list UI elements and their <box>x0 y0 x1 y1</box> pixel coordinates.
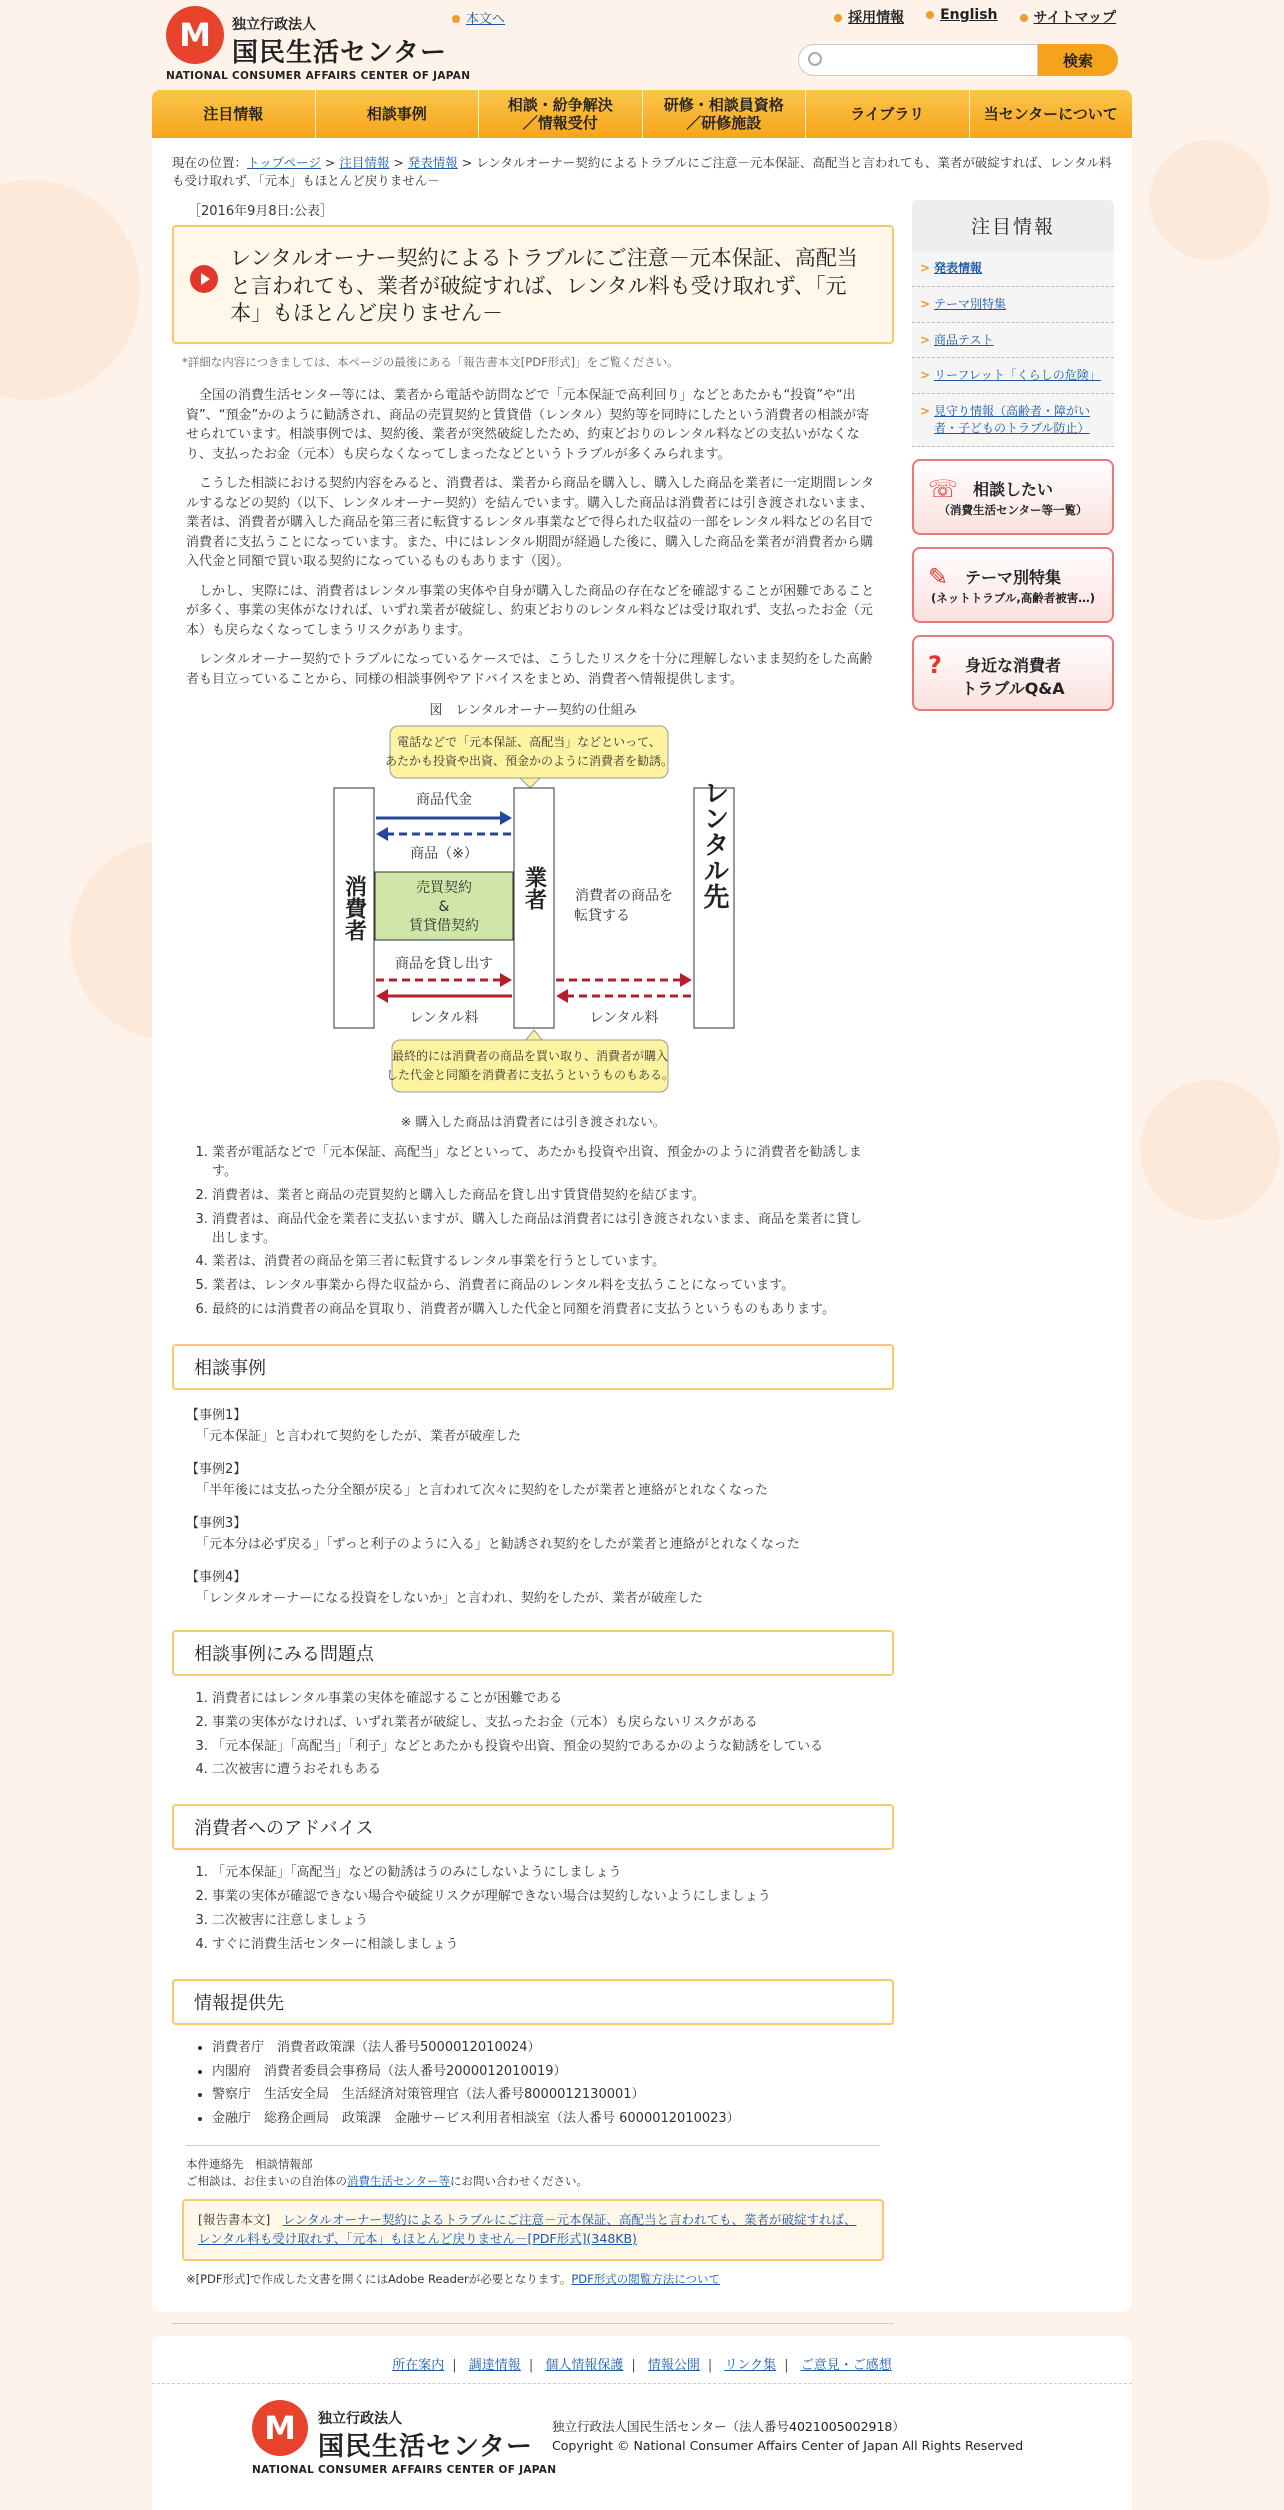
contract-diagram <box>172 724 894 1104</box>
separator: | <box>528 2358 534 2373</box>
bg-circle <box>1140 1080 1280 1220</box>
logo-english: NATIONAL CONSUMER AFFAIRS CENTER OF JAPAN <box>252 2464 557 2476</box>
list-item: 1. 「元本保証」「高配当」などの勧誘はうのみにしないようにしましょう <box>212 1864 870 1883</box>
list-item: 2. 消費者は、業者と商品の売買契約と購入した商品を貸し出す賃貸借契約を結びます。 <box>212 1187 870 1206</box>
utility-links <box>834 7 1116 27</box>
global-nav <box>152 90 1132 138</box>
qa-button-label: 身近な消費者 <box>964 655 1061 675</box>
case-label: 【事例2】 <box>186 1461 247 1477</box>
breadcrumb-prefix: 現在の位置： <box>172 155 248 170</box>
consult-button-label: 相談したい <box>972 479 1053 499</box>
nav-line: 研修・相談員資格 <box>663 96 784 114</box>
footer-copyright: Copyright © National Consumer Affairs Center of Japan All Rights Reserved <box>552 2437 1024 2453</box>
skip-to-content-link[interactable] <box>452 8 505 27</box>
list-item: 3. 「元本保証」「高配当」「利子」などとあたかも投資や出資、預金の契約であるかのような勧誘をしている <box>212 1738 870 1757</box>
list-item: 2. 事業の実体がなければ、いずれ業者が破綻し、支払ったお金（元本）も戻らないリスクがある <box>212 1714 870 1733</box>
list-item: 5. 業者は、レンタル事業から得た収益から、消費者に商品のレンタル料を支払うことになっています。 <box>212 1277 870 1296</box>
pdf-note-text: ※[PDF形式]で作成した文書を開くにはAdobe Readerが必要となります。 <box>186 2271 572 2286</box>
steps-list <box>212 1144 870 1320</box>
bullet-icon <box>1020 14 1028 22</box>
fee-label-left: レンタル料 <box>409 1010 479 1027</box>
contact-guide <box>186 2173 880 2190</box>
report-box <box>182 2199 884 2261</box>
providers-list <box>212 2039 870 2129</box>
bullet-icon <box>834 14 842 22</box>
sidebar-item-press[interactable] <box>912 251 1114 287</box>
case-label: 【事例1】 <box>186 1407 247 1423</box>
search-button[interactable]: 検索 <box>1038 44 1118 76</box>
section-heading-advice: 消費者へのアドバイス <box>172 1804 894 1850</box>
advice-list <box>212 1864 870 1954</box>
contact-dept: 本件連絡先 相談情報部 <box>186 2157 313 2172</box>
bg-circle <box>1150 140 1270 260</box>
logo-title: 国民生活センター <box>318 2432 533 2462</box>
case-text: 「元本分は必ず戻る」「ずっと利子のように入る」と勧誘され契約をしたが業者と連絡がとれなくなった <box>196 1536 800 1552</box>
footer-link-privacy[interactable]: 個人情報保護 <box>545 2358 624 2373</box>
theme-feature-button[interactable] <box>912 547 1114 623</box>
nav-item-about[interactable]: 当センターについて <box>983 105 1118 123</box>
sublet-line1: 消費者の商品を <box>575 888 673 905</box>
bullet-icon <box>926 11 934 19</box>
sidebar-link[interactable]: テーマ別特集 <box>934 296 1007 311</box>
case-text: 「半年後には支払った分全額が戻る」と言われて次々に契約をしたが業者と連絡がとれなくなった <box>196 1482 769 1498</box>
nav-line: 相談・紛争解決 <box>507 96 613 114</box>
fee-arrowhead-left <box>376 989 388 1003</box>
contract-line3: 賃貸借契約 <box>409 918 479 935</box>
breadcrumb-press[interactable]: 発表情報 <box>407 155 458 170</box>
list-item: • 内閣府 消費者委員会事務局（法人番号2000012010019） <box>212 2063 870 2082</box>
logo-title: 国民生活センター <box>232 38 447 68</box>
sidebar-link[interactable]: 商品テスト <box>934 332 994 347</box>
section-heading-providers: 情報提供先 <box>172 1979 894 2025</box>
separator: | <box>784 2358 789 2373</box>
breadcrumb-featured[interactable]: 注目情報 <box>339 155 390 170</box>
bottom-bubble <box>392 1040 668 1092</box>
body-paragraph: こうした相談における契約内容をみると、消費者は、業者から商品を購入し、購入した商品を業者に一定期間レンタルするなどの契約（以下、レンタルオーナー契約）を結んでいます。購入した商品は消費者には引き渡されないまま、業者は、消費者が購入した商品を第三者に転貸するレンタル事業などで得られた収益の一部をレンタル料などの名目で消費者に支払うことになっています。また、中にはレンタル期間が経過した後に、購入した商品を業者が消費者から購入代金と同額で買い取る契約になっているものもあります（図）。 <box>186 476 875 570</box>
case-text: 「レンタルオーナーになる投資をしないか」と言われ、契約をしたが、業者が破産した <box>196 1590 703 1606</box>
body-paragraph: 全国の消費生活センター等には、業者から電話や訪問などで「元本保証で高利回り」などとあたかも“投資”や“出資”、“預金”かのように勧誘され、商品の売買契約と賃貸借（レンタル）契約等を同時にしたという消費者の相談が寄せられています。相談事例では、契約後、業者が突然破綻したため、約束どおりのレンタル料などの支払いがなくなり、支払ったお金（元本）も戻らなくなってしまったなどというトラブルが多くみられます。 <box>186 388 870 462</box>
nav-line: ／情報受付 <box>522 114 598 132</box>
breadcrumb-top[interactable]: トップページ <box>247 155 321 170</box>
logo-english: NATIONAL CONSUMER AFFAIRS CENTER OF JAPAN <box>166 70 471 82</box>
sidebar-item-tests[interactable] <box>912 323 1114 359</box>
question-icon: ? <box>928 650 942 679</box>
fee-label-right: レンタル料 <box>589 1010 659 1027</box>
goods-arrowhead <box>376 827 388 841</box>
sitemap-link[interactable]: サイトマップ <box>1033 10 1116 26</box>
theme-button-label: テーマ別特集 <box>964 567 1061 587</box>
problems-list <box>212 1690 870 1780</box>
goods-label: 商品（※） <box>410 846 478 863</box>
payment-label: 商品代金 <box>416 792 472 809</box>
theme-button-sub: (ネットトラブル,高齢者被害…) <box>931 590 1095 605</box>
pin-icon: ✎ <box>928 562 949 591</box>
sidebar-item-themes[interactable] <box>912 287 1114 323</box>
site-header <box>152 0 1132 88</box>
sublet-arrowhead <box>680 973 692 987</box>
sidebar-heading: 注目情報 <box>912 200 1114 251</box>
diagram-svg <box>172 724 894 1104</box>
consumer-label: 消費者 <box>341 875 367 942</box>
contact-guide-post: にお問い合わせください。 <box>450 2173 589 2188</box>
lend-arrowhead <box>500 973 512 987</box>
main-container <box>152 138 1132 2312</box>
search-form <box>798 44 1118 76</box>
play-arrow-icon <box>190 265 218 293</box>
business-label: 業者 <box>521 866 547 911</box>
separator: | <box>631 2358 636 2373</box>
case-label: 【事例3】 <box>186 1515 247 1531</box>
lend-label: 商品を貸し出す <box>395 956 493 973</box>
list-item: • 消費者庁 消費者政策課（法人番号5000012010024） <box>212 2039 870 2058</box>
nav-line: ／研修施設 <box>686 114 762 132</box>
footer-link-links[interactable]: リンク集 <box>724 2358 777 2373</box>
breadcrumb: 現在の位置：トップページ > 注目情報 > 発表情報 > レンタルオーナー契約によるトラブルにご注意－元本保証、高配当と言われても、業者が破綻すれば、レンタル料も受け取れず、「元本」もほとんど戻りません－ <box>172 155 1112 189</box>
nav-item-library[interactable]: ライブラリ <box>806 90 970 138</box>
list-item: 4. 業者は、消費者の商品を第三者に転貸するレンタル事業を行うとしています。 <box>212 1253 870 1272</box>
footer-logo <box>252 2400 557 2480</box>
util-link-english[interactable] <box>926 7 997 27</box>
footer-info <box>552 2418 1023 2456</box>
figure-caption: 図 レンタルオーナー契約の仕組み <box>429 703 637 719</box>
fee-arrowhead-right <box>556 989 568 1003</box>
bottom-bubble-line2: した代金と同額を消費者に支払うというものもある。 <box>385 1068 675 1083</box>
bullet-icon <box>452 15 460 23</box>
pdf-help-link[interactable]: PDF形式の閲覧方法について <box>571 2271 721 2286</box>
sidebar-link[interactable]: リーフレット「くらしの危険」 <box>934 368 1101 383</box>
consult-button[interactable] <box>912 459 1114 535</box>
qa-button[interactable] <box>912 635 1114 711</box>
list-item: 3. 消費者は、商品代金を業者に支払いますが、購入した商品は消費者には引き渡されないまま、商品を業者に貸し出します。 <box>212 1211 870 1249</box>
bottom-bubble-line1: 最終的には消費者の商品を買い取り、消費者が購入 <box>391 1049 669 1064</box>
sidebar-item-leaflet[interactable] <box>912 358 1114 394</box>
list-item: 3. 二次被害に注意しましょう <box>212 1912 870 1931</box>
list-item: 1. 業者が電話などで「元本保証、高配当」などといって、あたかも投資や出資、預金かのように消費者を勧誘します。 <box>212 1144 870 1182</box>
sidebar-item-watch[interactable] <box>912 394 1114 447</box>
footer-link-feedback[interactable]: ご意見・ご感想 <box>800 2358 892 2373</box>
footer-org: 独立行政法人国民生活センター（法人番号4021005002918） <box>552 2419 905 2434</box>
top-bubble-line1: 電話などで「元本保証、高配当」などといって、 <box>397 735 661 750</box>
report-pdf-link[interactable]: レンタルオーナー契約によるトラブルにご注意－元本保証、高配当と言われても、業者が破綻すれば、レンタル料も受け取れず、「元本」もほとんど戻りません－[PDF形式](348KB) <box>198 2212 857 2247</box>
nav-item-featured[interactable]: 注目情報 <box>152 90 316 138</box>
contract-line2: & <box>438 899 450 916</box>
top-bubble <box>390 726 668 778</box>
section-heading-cases: 相談事例 <box>172 1344 894 1390</box>
case-text: 「元本保証」と言われて契約をしたが、業者が破産した <box>196 1428 522 1444</box>
nav-item-cases[interactable]: 相談事例 <box>316 90 480 138</box>
footer-link-disclosure[interactable]: 情報公開 <box>647 2358 700 2373</box>
contract-line1: 売買契約 <box>416 880 472 897</box>
util-link-sitemap[interactable] <box>1020 7 1116 27</box>
footer-links <box>152 2354 1132 2384</box>
search-input[interactable] <box>798 44 1038 76</box>
phone-icon: ☏ <box>928 474 959 503</box>
sublet-line2: 転貸する <box>574 908 630 925</box>
rental-label: レンタル先 <box>699 779 729 910</box>
contact-info <box>186 2145 880 2189</box>
list-item: 1. 消費者にはレンタル事業の実体を確認することが困難である <box>212 1690 870 1709</box>
logo-mark: M <box>252 2400 308 2456</box>
list-item: 6. 最終的には消費者の商品を買取り、消費者が購入した代金と同額を消費者に支払うというものもあります。 <box>212 1301 870 1320</box>
top-bubble-line2: あたかも投資や出資、預金かのように消費者を勧誘。 <box>384 754 674 769</box>
publish-date: ［2016年9月8日:公表］ <box>188 204 334 219</box>
consult-button-sub: （消費生活センター等一覧） <box>938 502 1088 517</box>
separator: | <box>707 2358 713 2373</box>
separator: | <box>452 2358 457 2373</box>
bg-circle <box>0 180 140 400</box>
detail-note: *詳細な内容につきましては、本ページの最後にある「報告書本文[PDF形式]」をご覧ください。 <box>182 355 679 370</box>
site-footer <box>152 2336 1132 2510</box>
logo-subtitle: 独立行政法人 <box>318 2411 402 2427</box>
recruit-link[interactable]: 採用情報 <box>848 10 905 26</box>
sidebar <box>912 200 1114 711</box>
figure-footnote: ※ 購入した商品は消費者には引き渡されない。 <box>400 1114 666 1130</box>
body-paragraph: レンタルオーナー契約でトラブルになっているケースでは、こうしたリスクを十分に理解しないまま契約をした高齢者も目立っていることから、同様の相談事例やアドバイスをまとめ、消費者へ情報提供します。 <box>186 652 873 687</box>
footer-link-access[interactable]: 所在案内 <box>392 2358 445 2373</box>
report-label: [報告書本文] <box>198 2212 271 2228</box>
list-item: 4. すぐに消費生活センターに相談しましょう <box>212 1936 870 1955</box>
list-item: • 警察庁 生活安全局 生活経済対策管理官（法人番号8000012130001） <box>212 2086 870 2105</box>
english-link[interactable]: English <box>940 7 998 23</box>
qa-button-sub: トラブルQ&A <box>961 678 1065 698</box>
bubble-tail <box>520 778 540 788</box>
site-logo[interactable] <box>166 6 471 82</box>
body-paragraph: しかし、実際には、消費者はレンタル事業の実体や自身が購入した商品の存在などを確認することが困難であることが多く、事業の実体がなければ、いずれ業者が破綻し、約束どおりのレンタル料などは受け取れず、支払ったお金（元本）も戻らなくなってしまうリスクがあります。 <box>186 583 875 638</box>
case-label: 【事例4】 <box>186 1569 247 1585</box>
list-item: • 金融庁 総務企画局 政策課 金融サービス利用者相談室（法人番号 6000012010023） <box>212 2110 870 2129</box>
breadcrumb-current: レンタルオーナー契約によるトラブルにご注意－元本保証、高配当と言われても、業者が破綻すれば、レンタル料も受け取れず、「元本」もほとんど戻りません－ <box>172 155 1112 189</box>
local-center-link[interactable]: 消費生活センター等 <box>347 2173 451 2188</box>
article <box>172 200 894 2355</box>
footer-link-procurement[interactable]: 調達情報 <box>468 2358 521 2373</box>
nav-item-consultation[interactable] <box>479 90 643 138</box>
list-item: 4. 二次被害に遭うおそれもある <box>212 1761 870 1780</box>
nav-item-training[interactable] <box>643 90 807 138</box>
logo-subtitle: 独立行政法人 <box>232 17 316 33</box>
list-item: 2. 事業の実体が確認できない場合や破綻リスクが理解できない場合は契約しないようにしましょう <box>212 1888 870 1907</box>
contact-guide-pre: ご相談は、お住まいの自治体の <box>186 2173 347 2188</box>
logo-mark: M <box>166 6 224 64</box>
search-icon <box>808 52 822 66</box>
pdf-note <box>186 2271 880 2287</box>
util-link-recruit[interactable] <box>834 7 904 27</box>
page-title: レンタルオーナー契約によるトラブルにご注意－元本保証、高配当と言われても、業者が破綻すれば、レンタル料も受け取れず、「元本」もほとんど戻りません－ <box>230 246 858 326</box>
payment-arrowhead <box>500 811 512 825</box>
skip-link-text[interactable]: 本文へ <box>466 12 506 27</box>
sidebar-link[interactable]: 発表情報 <box>934 261 983 275</box>
section-heading-problems: 相談事例にみる問題点 <box>172 1630 894 1676</box>
sidebar-link[interactable]: 見守り情報（高齢者・障がい者・子どものトラブル防止） <box>934 404 1091 435</box>
title-box <box>172 225 894 344</box>
